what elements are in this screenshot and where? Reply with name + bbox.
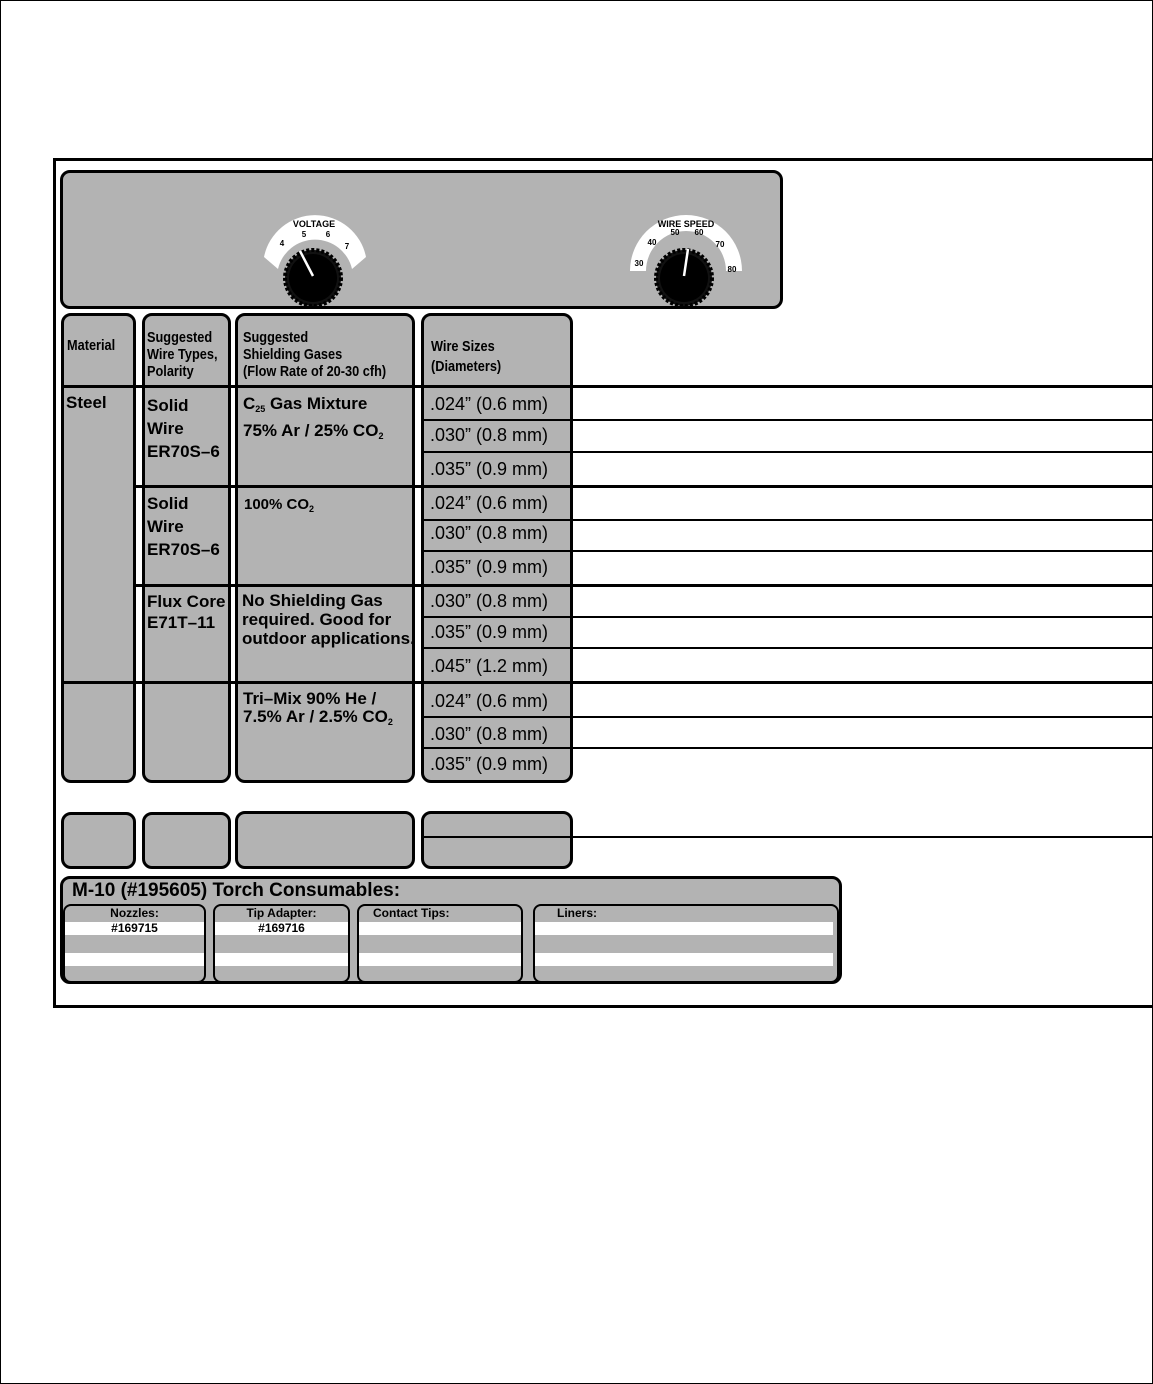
wire-speed-dial-label: WIRE SPEED [657,219,715,229]
header-divider [61,385,1153,388]
nozzles-value: #169715 [111,921,158,935]
wire-type-line: E71T–11 [147,613,216,632]
material-column [61,313,136,783]
gases-header [243,329,386,380]
wire-size: .035” (0.9 mm) [430,622,549,642]
row-rule [421,451,1153,453]
stripe [359,922,521,935]
voltage-tick-5: 5 [301,230,307,239]
tip-adapter-box [213,904,350,983]
stripe [535,953,833,966]
voltage-dial-label: VOLTAGE [292,219,336,229]
wire-size: .024” (0.6 mm) [430,394,549,414]
wire-type-line: Flux Core [147,592,226,611]
wire-speed-tick-80: 80 [727,265,737,274]
material-value: Steel [66,393,107,412]
wire-types-header-line: Suggested [147,329,213,346]
wire-type-1 [147,394,220,463]
wire-type-2 [147,492,220,561]
wire-size: .030” (0.8 mm) [430,523,549,543]
wire-size: .024” (0.6 mm) [430,493,549,513]
wire-size: .024” (0.6 mm) [430,691,549,711]
wire-size: .045” (1.2 mm) [430,656,549,676]
tip-adapter-value: #169716 [258,921,305,935]
row-rule [421,519,1153,521]
row-rule [421,747,1153,749]
sizes-header [431,337,501,377]
wire-size: .030” (0.8 mm) [430,591,549,611]
wire-types-header-line: Polarity [147,363,194,380]
voltage-tick-7: 7 [344,242,350,251]
voltage-tick-4: 4 [279,239,285,248]
gas-3: No Shielding Gas required. Good for outdoor applications. [242,591,415,648]
wire-size: .030” (0.8 mm) [430,425,549,445]
stripe [65,953,204,966]
liners-header: Liners: [557,906,598,920]
wire-types-header-line: Wire Types, [147,346,218,363]
material-header: Material [67,337,116,354]
wire-type-line: Wire [147,419,184,438]
gases-header-line: Suggested [243,329,309,346]
wire-size: .030” (0.8 mm) [430,724,549,744]
voltage-tick-6: 6 [325,230,331,239]
nozzles-header: Nozzles: [110,906,159,920]
liners-box [533,904,839,983]
wire-speed-dial[interactable] [622,205,752,315]
row-rule [421,716,1153,718]
gas-2: 100% $CO_2$ [244,496,315,514]
wire-types-header [147,329,218,380]
group3-divider [61,681,1153,684]
gas-4: Tri–Mix 90% He / 7.5% Ar / 2.5% $CO_2$ [243,689,393,727]
wire-size: .035” (0.9 mm) [430,459,549,479]
gases-header-line: Shielding Gases [243,346,343,363]
wire-type-3 [147,591,225,633]
wire-speed-tick-60: 60 [694,228,704,237]
row-rule [421,616,1153,618]
blank-cell [142,812,231,869]
tip-adapter-header: Tip Adapter: [246,906,317,920]
group1-divider [136,485,1153,488]
stripe [535,922,833,935]
nozzles-box [63,904,206,983]
wire-speed-tick-70: 70 [715,240,725,249]
stripe [215,953,348,966]
contact-tips-box [357,904,523,983]
voltage-dial[interactable] [252,205,377,315]
row-rule [421,647,1153,649]
stripe [359,953,521,966]
contact-tips-header: Contact Tips: [373,906,450,920]
blank-cell [235,811,415,869]
wire-type-line: Wire [147,517,184,536]
group2-divider [136,584,1153,587]
wire-speed-tick-40: 40 [647,238,657,247]
blank-cell [421,811,573,869]
wire-speed-tick-30: 30 [634,259,644,268]
blank-row-rule [421,836,1153,838]
wire-type-line: Solid [147,396,189,415]
wire-type-line: ER70S–6 [147,442,220,461]
consumables-title: M-10 (#195605) Torch Consumables: [72,880,401,901]
wire-size: .035” (0.9 mm) [430,557,549,577]
blank-cell [61,812,136,869]
gas-1: $C_{25}$ Gas Mixture 75% Ar / 25% $CO_2$ [243,394,384,441]
row-rule [421,550,1153,552]
gases-header-line: (Flow Rate of 20-30 cfh) [243,363,387,380]
sizes-header-line: Wire Sizes [431,338,495,355]
wire-size-column [421,313,573,783]
wire-speed-tick-50: 50 [670,228,680,237]
sizes-header-line: (Diameters) [431,358,502,375]
wire-type-line: Solid [147,494,189,513]
wire-type-line: ER70S–6 [147,540,220,559]
wire-size: .035” (0.9 mm) [430,754,549,774]
row-rule [421,419,1153,421]
